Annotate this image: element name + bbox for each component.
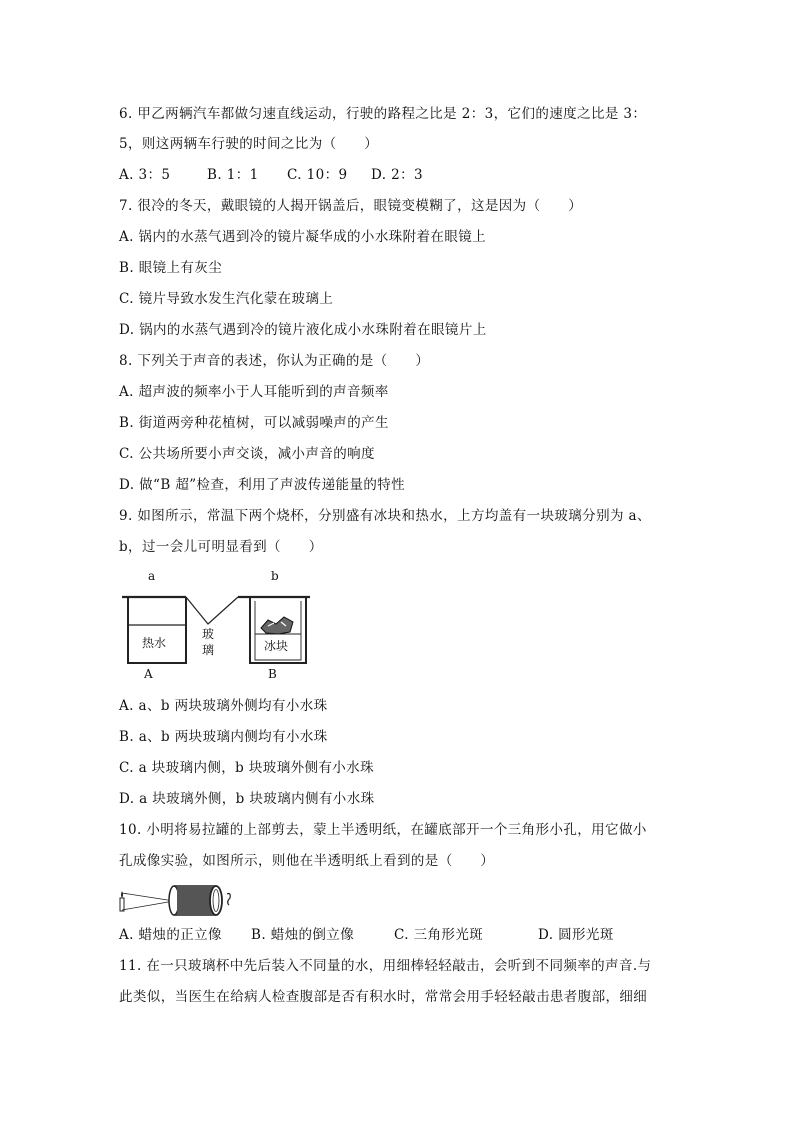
q10-stem-line2: 孔成像实验，如图所示，则他在半透明纸上看到的是（ ） [119,853,495,869]
q8-option-b: B. 街道两旁种花植树，可以减弱噪声的产生 [119,415,389,431]
q8-stem: 8. 下列关于声音的表述，你认为正确的是（ ） [119,353,430,369]
beakers-figure [118,568,318,683]
q6-option-d: D. 2：3 [371,167,424,183]
hot-water-label: 热水 [142,636,167,650]
q6-stem-line1: 6. 甲乙两辆汽车都做匀速直线运动，行驶的路程之比是 2：3，它们的速度之比是 3： [119,106,647,122]
q11-stem-line1: 11. 在一只玻璃杯中先后装入不同量的水，用细棒轻轻敲击，会听到不同频率的声音.与 [119,958,652,974]
q10-option-d: D. 圆形光斑 [538,927,614,943]
q9-option-d: D. a 块玻璃外侧，b 块玻璃内侧有小水珠 [119,791,375,807]
q10-stem-line1: 10. 小明将易拉罐的上部剪去，蒙上半透明纸，在罐底部开一个三角形小孔，用它做小 [119,822,647,838]
q7-option-c: C. 镜片导致水发生汽化蒙在玻璃上 [119,291,334,307]
pinhole-diagram [116,878,236,918]
glass-label-line2: 璃 [202,643,215,657]
q11-stem-line2: 此类似，当医生在给病人检查腹部是否有积水时，常常会用手轻轻敲击患者腹部，细细 [119,989,648,1005]
q6-option-b: B. 1：1 [207,167,259,183]
q6-stem-line2: 5，则这两辆车行驶的时间之比为（ ） [119,136,379,152]
q9-stem-line1: 9. 如图所示，常温下两个烧杯，分别盛有冰块和热水，上方均盖有一块玻璃分别为 a、 [119,508,651,524]
q8-option-a: A. 超声波的频率小于人耳能听到的声音频率 [119,384,389,400]
q7-option-d: D. 锅内的水蒸气遇到冷的镜片液化成小水珠附着在眼镜片上 [119,322,487,338]
glass-a-label: a [148,569,156,583]
ice-label: 冰块 [264,639,289,653]
beaker-a-label: A [144,667,153,681]
q9-option-c: C. a 块玻璃内侧，b 块玻璃外侧有小水珠 [119,760,375,776]
q6-options [119,167,423,183]
beaker-b-label: B [268,667,277,681]
glass-b-label: b [271,569,279,583]
q8-option-d: D. 做“B 超”检查，利用了声波传递能量的特性 [119,477,406,493]
q6-option-c: C. 10：9 [287,167,348,183]
q7-option-a: A. 锅内的水蒸气遇到冷的镜片凝华成的小水珠附着在眼镜上 [119,229,487,245]
q10-option-a: A. 蜡烛的正立像 [119,927,222,943]
q8-option-c: C. 公共场所要小声交谈，减小声音的响度 [119,446,375,462]
pinhole-figure [116,878,236,918]
q9-stem-line2: b，过一会儿可明显看到（ ） [119,539,323,555]
beakers-diagram [118,568,318,683]
q7-option-b: B. 眼镜上有灰尘 [119,260,223,276]
q9-option-a: A. a、b 两块玻璃外侧均有小水珠 [119,698,328,714]
q10-options [119,927,614,943]
glass-label-line1: 玻 [202,627,215,641]
q10-option-b: B. 蜡烛的倒立像 [251,927,355,943]
q7-stem: 7. 很冷的冬天，戴眼镜的人揭开锅盖后，眼镜变模糊了，这是因为（ ） [119,198,583,214]
q9-option-b: B. a、b 两块玻璃内侧均有小水珠 [119,729,328,745]
q6-option-a: A. 3：5 [119,167,171,183]
q10-option-c: C. 三角形光斑 [394,927,484,943]
